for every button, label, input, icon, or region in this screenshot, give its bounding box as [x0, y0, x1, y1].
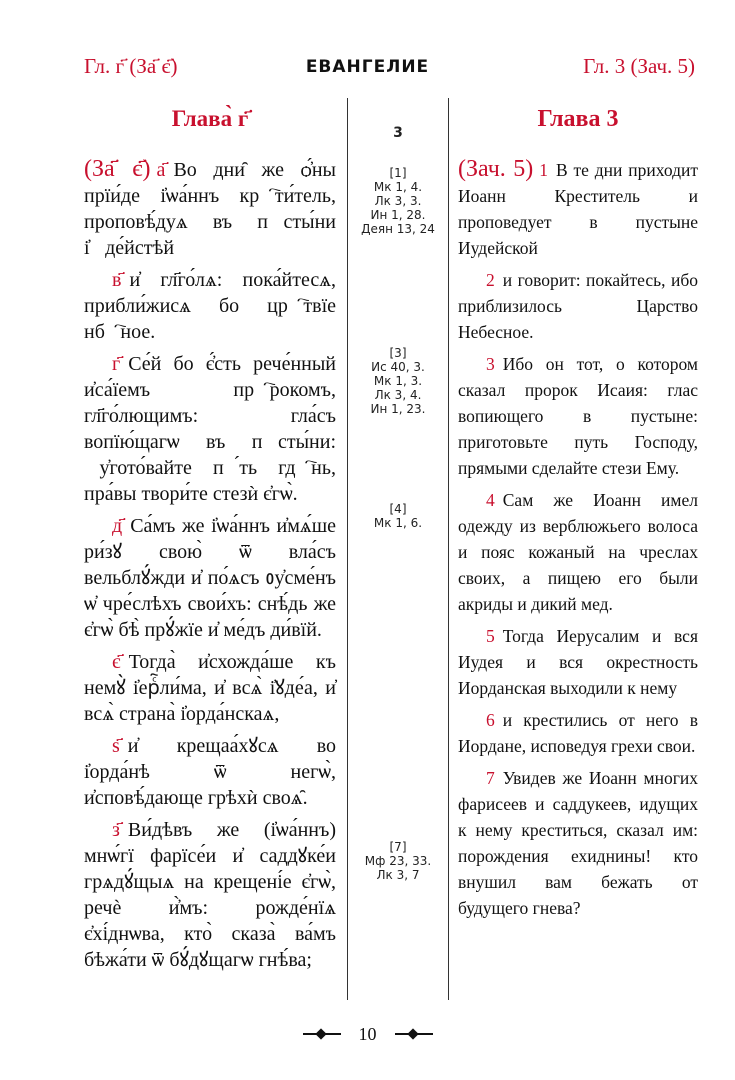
verse-text: Ви́дѣвъ же (і҆ѡа́ннъ) мнѡ́гї фарїсе́и и҆ саддꙋке́и грѧдꙋ́щыѧ на крещені́е є҆гѡ̀, речѐ и҆̀мъ: рожде́нїѧ є҆хі́днѡва, кто̀ сказа̀ ва́мъ бѣжа́ти ѿ бꙋ́дꙋщагѡ гнѣ́ва; [84, 819, 336, 971]
cross-ref-verse-1 [350, 166, 446, 236]
ornament-right-icon [395, 1030, 433, 1038]
verse-number: в҃ [112, 269, 122, 291]
verse-text: В те дни приходит Иоанн Креститель и проповедует в пустыне Иудейской [458, 160, 698, 258]
slavonic-zachalo: (За҃ є҃) [84, 156, 151, 182]
ref-line: [1] [389, 166, 407, 180]
russian-column [458, 104, 698, 927]
russian-verse-6 [458, 707, 698, 759]
russian-zachalo: (Зач. 5) [458, 156, 534, 182]
slavonic-chapter-title: Глава̀ г҃ [171, 106, 249, 131]
ref-line: Мк 1, 6. [373, 516, 423, 530]
cross-ref-verse-7 [350, 840, 446, 882]
page-footer [0, 1022, 735, 1046]
slavonic-verse-7 [84, 817, 336, 973]
page-number: 10 [358, 1024, 377, 1044]
cross-reference-column [350, 118, 446, 882]
verse-number: 2 [486, 270, 495, 290]
verse-number: з҃ [112, 819, 120, 841]
verse-number: 5 [486, 626, 495, 646]
column-divider-left [347, 98, 348, 1000]
ref-line: Лк 3, 4. [374, 388, 422, 402]
russian-verse-7 [458, 765, 698, 921]
verse-text: и говорит: покайтесь, ибо приблизилось Царство Небесное. [458, 270, 698, 342]
verse-number: 7 [486, 768, 495, 788]
verse-text: Увидев же Иоанн многих фарисеев и саддукеев, идущих к нему креститься, сказал им: порождения ехиднины! кто внушил вам бежать от будущего гнева? [458, 768, 698, 918]
verse-number: а҃ [156, 159, 166, 181]
verse-text: и крестились от него в Иордане, исповедуя грехи свои. [458, 710, 698, 756]
ref-line: Мк 1, 3. [373, 374, 423, 388]
header-book-title: ЕВАНГЕЛИЕ [305, 57, 430, 77]
verse-text: Тогда Иерусалим и вся Иудея и вся окрестность Иорданская выходили к нему [458, 626, 698, 698]
slavonic-verse-5 [84, 649, 336, 727]
ref-line: Мф 23, 33. [364, 854, 432, 868]
header-left-slavonic-ref: Гл. г҃ (За҃ є҃) [84, 54, 178, 78]
cross-ref-verse-3 [350, 346, 446, 416]
ref-line: [3] [389, 346, 407, 360]
ref-line: Деян 13, 24 [361, 222, 435, 236]
ref-line: Ис 40, 3. [371, 360, 425, 374]
ref-line: Лк 3, 3. [374, 194, 422, 208]
slavonic-verse-1 [84, 156, 336, 261]
ref-line: Ин 1, 23. [370, 402, 426, 416]
verse-text: и҆ крещаа́хꙋсѧ во і҆орда́нѣ ѿ негѡ̀, и҆сповѣ́дающе грѣхѝ своѧ̑. [84, 735, 336, 809]
cross-ref-verse-4 [350, 502, 446, 530]
slavonic-verse-2 [84, 267, 336, 345]
ref-line: Ин 1, 28. [370, 208, 426, 222]
verse-text: и҆ гл҃го́лѧ: пока́йтесѧ, прибли́жисѧ бо црⷭ҇твїе нбⷭ҇ное. [84, 269, 336, 343]
verse-number: є҃ [112, 651, 121, 673]
verse-text: Се́й бо є҆́сть рече́нный и҆са́їемъ прⷪ҇рокомъ, гл҃го́лющимъ: гла́съ вопїю́щагѡ въ пꙋсты́ни: ᲂу҆гото́вайте пꙋ́ть гдⷭ҇нь, пра́вы твори́те стезѝ є҆гѡ̀. [84, 353, 336, 505]
verse-number: д҃ [112, 515, 123, 537]
verse-text: Тогда̀ и҆схожда́ше къ немꙋ̀ і҆ерⷭ҇ли́ма, и҆ всѧ̀ і҆ꙋде́а, и҆ всѧ̀ страна̀ і҆орда́нскаѧ, [84, 651, 336, 725]
verse-number: г҃ [112, 353, 121, 375]
header-right-russian-ref: Гл. 3 (Зач. 5) [583, 54, 695, 78]
verse-number: 1 [539, 160, 548, 180]
verse-text: Сам же Иоанн имел одежду из верблюжьего волоса и пояс кожаный на чреслах своих, а пищею его были акриды и дикий мед. [458, 490, 698, 614]
verse-number: 4 [486, 490, 495, 510]
slavonic-verse-3 [84, 351, 336, 507]
verse-text: Во дни̑ же ѻ҆́ны прїи́де і҆ѡа́ннъ крⷭ҇ти́тель, проповѣ́дуѧ въ пꙋсты́ни і҆ꙋде́йстѣй [84, 159, 336, 259]
verse-number: 6 [486, 710, 495, 730]
ref-line: [4] [389, 502, 407, 516]
russian-verse-3 [458, 351, 698, 481]
slavonic-verse-6 [84, 733, 336, 811]
slavonic-verse-4 [84, 513, 336, 643]
running-header [0, 54, 735, 84]
column-divider-right [448, 98, 449, 1000]
russian-verse-4 [458, 487, 698, 617]
ref-line: Лк 3, 7 [376, 868, 420, 882]
verse-number: 3 [486, 354, 495, 374]
russian-verse-2 [458, 267, 698, 345]
slavonic-column [84, 104, 336, 979]
verse-number: ѕ҃ [112, 735, 120, 757]
verse-text: Са́мъ же і҆ѡа́ннъ и҆мѧ́ше ри́зꙋ свою̀ ѿ вла́съ вельблꙋ́жди и҆ по́ѧсъ ᲂу҆сме́нъ ѡ҆ чре́слѣхъ свои́хъ: снѣ́дь же є҆гѡ̀ бѣ̀ прꙋ́жїе и҆ ме́дъ ди́вїй. [84, 515, 336, 641]
ornament-left-icon [303, 1030, 341, 1038]
ref-line: [7] [389, 840, 407, 854]
margin-chapter-number: 3 [393, 125, 403, 141]
verse-text: Ибо он тот, о котором сказал пророк Исаия: глас вопиющего в пустыне: приготовьте путь Господу, прямыми сделайте стези Ему. [458, 354, 698, 478]
ref-line: Мк 1, 4. [373, 180, 423, 194]
russian-verse-1 [458, 156, 698, 261]
russian-verse-5 [458, 623, 698, 701]
russian-chapter-title: Глава 3 [537, 106, 619, 132]
